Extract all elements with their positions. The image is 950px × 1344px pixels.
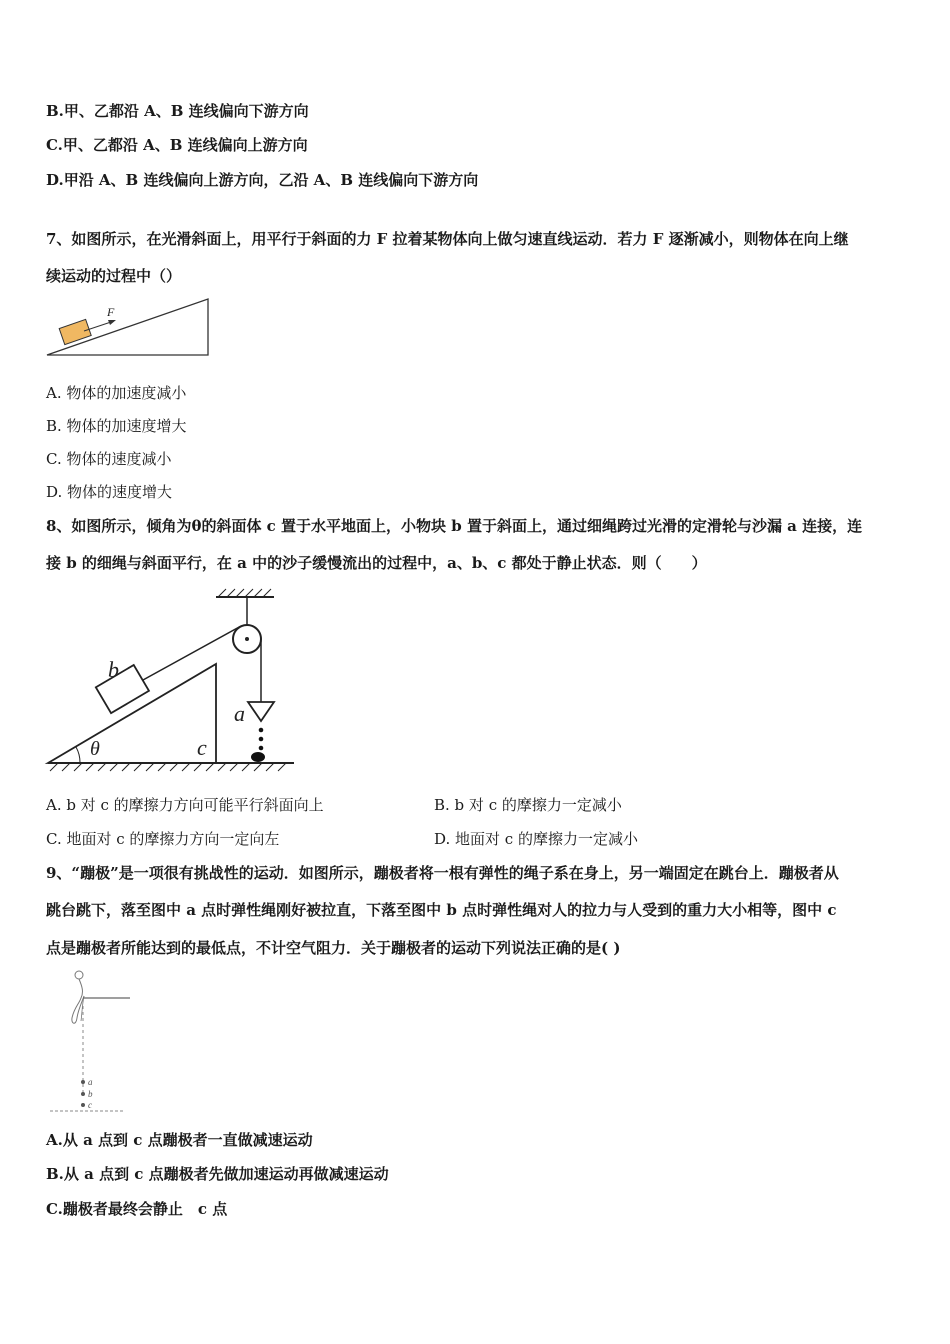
q7-option-b: B. 物体的加速度增大 (46, 417, 187, 435)
q9-stem-line2: 跳台跳下，落至图中 a 点时弹性绳刚好被拉直，下落至图中 b 点时弹性绳对人的拉力与人受到的重力大小相等，图中 c (46, 901, 837, 919)
q6-option-b: B.甲、乙都沿 A、B 连线偏向下游方向 (46, 102, 309, 120)
jumper-head (75, 971, 83, 979)
q9-option-b: B.从 a 点到 c 点蹦极者先做加速运动再做减速运动 (46, 1165, 389, 1183)
q9-bungee-figure (46, 966, 136, 1118)
q8-pulley-figure (46, 585, 296, 775)
label-c: c (197, 735, 207, 760)
q8-option-a: A. b 对 c 的摩擦力方向可能平行斜面向上 (46, 796, 324, 814)
point-b (81, 1092, 85, 1096)
q7-option-d: D. 物体的速度增大 (46, 483, 173, 501)
sand-dot (259, 728, 264, 733)
q7-incline-figure (44, 296, 214, 360)
label-b: b (108, 657, 119, 682)
q9-option-c: C.蹦极者最终会静止 c 点 (46, 1200, 228, 1218)
label-a: a (88, 1077, 93, 1087)
q7-stem-line1: 7、如图所示，在光滑斜面上，用平行于斜面的力 F 拉着某物体向上做匀速直线运动．若力 F 逐渐减小，则物体在向上继 (46, 230, 849, 248)
angle-arc (76, 747, 80, 763)
label-c: c (88, 1100, 92, 1110)
q9-option-a: A.从 a 点到 c 点蹦极者一直做减速运动 (46, 1131, 313, 1149)
q8-option-d: D. 地面对 c 的摩擦力一定减小 (434, 830, 638, 848)
point-a (81, 1080, 85, 1084)
q7-option-a: A. 物体的加速度减小 (46, 384, 187, 402)
label-b: b (88, 1089, 93, 1099)
sand-pile (251, 752, 265, 762)
force-arrowhead (108, 320, 116, 325)
q8-option-c: C. 地面对 c 的摩擦力方向一定向左 (46, 830, 280, 848)
block-b (96, 665, 149, 713)
sand-dot (259, 746, 264, 751)
q6-option-c: C.甲、乙都沿 A、B 连线偏向上游方向 (46, 136, 308, 154)
label-theta: θ (90, 738, 100, 760)
q8-stem-line1: 8、如图所示，倾角为θ的斜面体 c 置于水平地面上，小物块 b 置于斜面上，通过细绳跨过光滑的定滑轮与沙漏 a 连接，连 (46, 517, 863, 535)
label-a: a (234, 701, 245, 726)
q9-stem-line1: 9、“蹦极”是一项很有挑战性的运动．如图所示，蹦极者将一根有弹性的绳子系在身上，另一端固定在跳台上．蹦极者从 (46, 864, 839, 882)
q8-stem-line2: 接 b 的细绳与斜面平行，在 a 中的沙子缓慢流出的过程中，a、b、c 都处于静止状态．则（ ） (46, 554, 707, 572)
q8-option-b: B. b 对 c 的摩擦力一定减小 (434, 796, 622, 814)
jumper-body (72, 979, 84, 1023)
sand-dot (259, 737, 264, 742)
rope-b (143, 626, 241, 680)
sand-funnel-a (248, 702, 274, 721)
pulley-axle (245, 637, 249, 641)
force-label: F (107, 305, 115, 319)
q7-stem-line2: 续运动的过程中（） (46, 267, 182, 285)
q9-stem-line3: 点是蹦极者所能达到的最低点，不计空气阻力．关于蹦极者的运动下列说法正确的是( ) (46, 939, 621, 957)
q7-option-c: C. 物体的速度减小 (46, 450, 172, 468)
q6-option-d: D.甲沿 A、B 连线偏向上游方向，乙沿 A、B 连线偏向下游方向 (46, 171, 479, 189)
point-c (81, 1103, 85, 1107)
